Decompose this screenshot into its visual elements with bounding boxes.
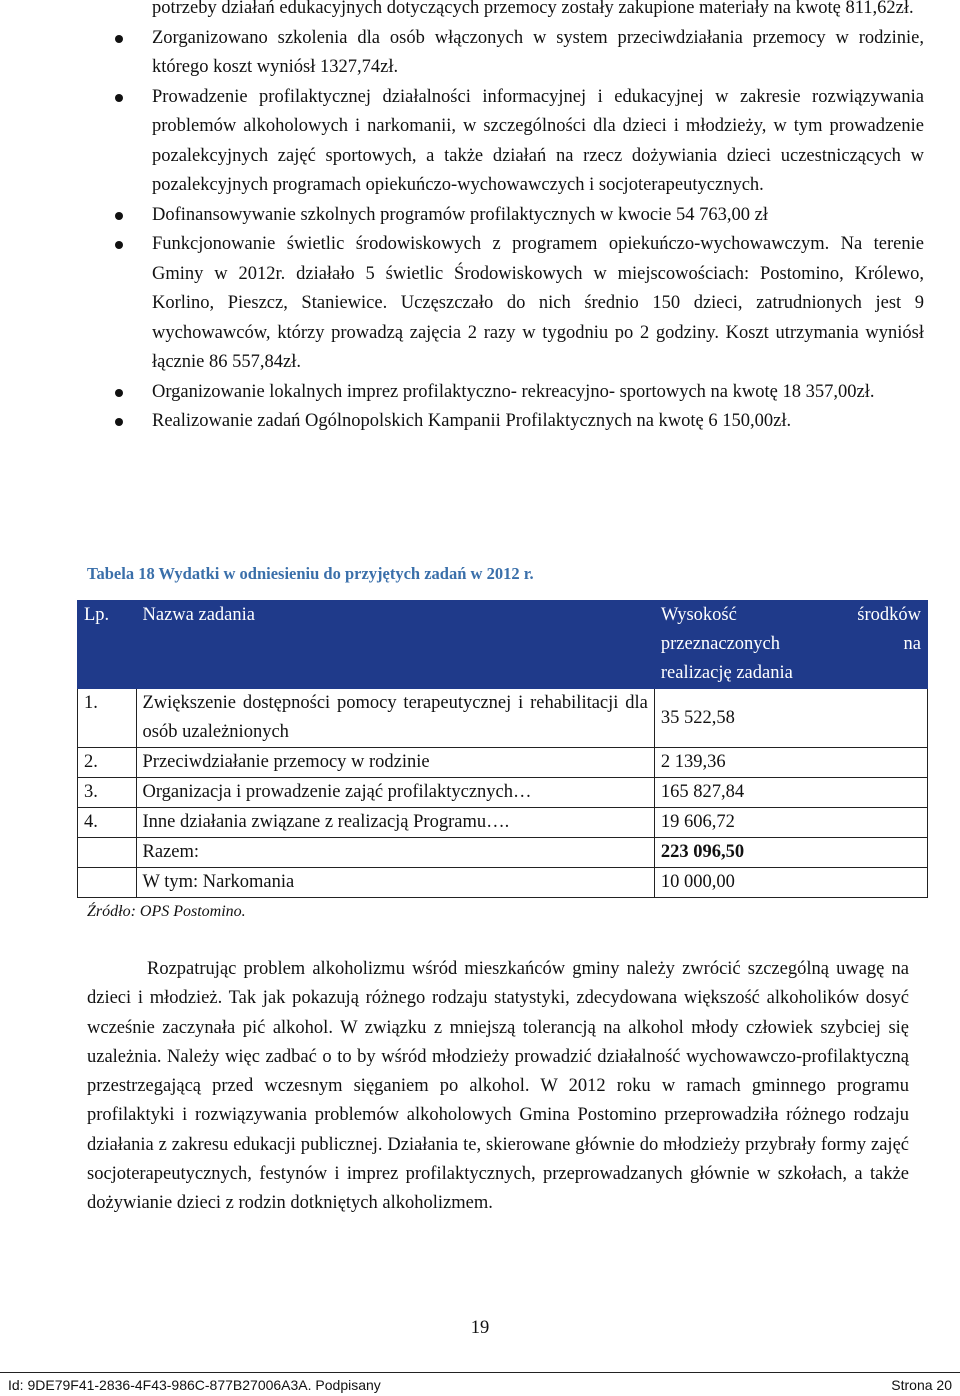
table-total-row — [78, 838, 928, 868]
bullet-item: Prowadzenie profilaktycznej działalności informacyjnej i edukacyjnej w zakresie rozwiązywania problemów alkoholowych i narkomanii, w szczególności dla dzieci i młodzieży, w tym prowadzenie pozalekcyjnych zajęć sportowych, a także działań na rzecz dożywiania dzieci uczestniczących w pozalekcyjnych programach opiekuńczo-wychowawczych i socjoterapeutycznych. — [112, 83, 924, 201]
bullet-icon — [115, 241, 123, 249]
cell-name: Organizacja i prowadzenie zająć profilaktycznych… — [136, 778, 654, 808]
header-amount: Wysokość środków przeznaczonych na realizację zadania — [654, 601, 927, 689]
cell-name: Przeciwdziałanie przemocy w rodzinie — [136, 748, 654, 778]
table-header-row — [78, 601, 928, 689]
bullet-icon — [115, 35, 123, 43]
total-amount: 223 096,50 — [654, 838, 927, 868]
header-lp: Lp. — [78, 601, 137, 689]
sub-label: W tym: Narkomania — [136, 868, 654, 898]
bullet-item: Dofinansowywanie szkolnych programów profilaktycznych w kwocie 54 763,00 zł — [112, 201, 924, 231]
bullet-continuation: potrzeby działań edukacyjnych dotyczących przemocy zostały zakupione materiały na kwotę 811,62zł. — [152, 0, 914, 18]
cell-lp: 3. — [78, 778, 137, 808]
footer-divider — [0, 1372, 960, 1373]
table-row — [78, 808, 928, 838]
bullet-item: Zorganizowano szkolenia dla osób włączonych w system przeciwdziałania przemocy w rodzinie, którego koszt wyniósł 1327,74zł. — [112, 24, 924, 83]
cell-amount: 2 139,36 — [654, 748, 927, 778]
header-name: Nazwa zadania — [136, 601, 654, 689]
cell-amount: 35 522,58 — [654, 689, 927, 748]
table-sub-row — [78, 868, 928, 898]
table-source: Źródło: OPS Postomino. — [87, 903, 246, 920]
bullet-item: Organizowanie lokalnych imprez profilaktyczno- rekreacyjno- sportowych na kwotę 18 357,00zł. — [112, 378, 924, 408]
total-label: Razem: — [136, 838, 654, 868]
table-row — [78, 778, 928, 808]
bullet-icon — [115, 389, 123, 397]
footer — [8, 1377, 952, 1393]
cell-name: Inne działania związane z realizacją Programu…. — [136, 808, 654, 838]
bullet-item: Realizowanie zadań Ogólnopolskich Kampanii Profilaktycznych na kwotę 6 150,00zł. — [112, 407, 924, 437]
table-caption: Tabela 18 Wydatki w odniesieniu do przyjętych zadań w 2012 r. — [87, 564, 534, 583]
cell-lp: 4. — [78, 808, 137, 838]
table-row — [78, 689, 928, 748]
cell-name: Zwiększenie dostępności pomocy terapeutycznej i rehabilitacji dla osób uzależnionych — [136, 689, 654, 748]
cell-lp — [78, 838, 137, 868]
bullet-icon — [115, 212, 123, 220]
body-paragraph: Rozpatrując problem alkoholizmu wśród mieszkańców gminy należy zwrócić szczególną uwagę na dzieci i młodzież. Tak jak pokazują różnego rodzaju statystyki, zdecydowana większość alkoholików dosyć wcześnie zaczynała pić alkohol. W związku z mniejszą tolerancją na alkohol młody człowiek szybciej się uzależnia. Należy więc zadbać o to by wśród młodzieży prowadzić działalność wychowawczo-profilaktyczną przestrzegającą przed wczesnym sięganiem po alkohol. W 2012 roku w ramach gminnego programu profilaktyki i rozwiązywania problemów alkoholowych Gmina Postomino przeprowadziła różnego rodzaju działania z zakresu edukacji publicznej. Działania te, skierowane głównie do młodzieży przybrały formy zajęć socjoterapeutycznych, festynów i imprez profilaktycznych, przeprowadzanych głównie w szkołach, a także dożywianie dzieci z rodzin dotkniętych alkoholizmem. — [87, 959, 909, 1214]
footer-id: Id: 9DE79F41-2836-4F43-986C-877B27006A3A. Podpisany — [8, 1377, 381, 1393]
page-number: 19 — [470, 1318, 490, 1338]
cell-lp: 2. — [78, 748, 137, 778]
bullet-icon — [115, 418, 123, 426]
footer-page: Strona 20 — [891, 1377, 952, 1393]
cell-amount: 165 827,84 — [654, 778, 927, 808]
table-row — [78, 748, 928, 778]
sub-amount: 10 000,00 — [654, 868, 927, 898]
bullet-item: Funkcjonowanie świetlic środowiskowych z programem opiekuńczo-wychowawczym. Na terenie Gminy w 2012r. działało 5 świetlic Środowiskowych w miejscowościach: Postomino, Królewo, Korlino, Pieszcz, Staniewice. Uczęszczało do nich średnio 150 dzieci, zatrudnionych jest 9 wychowawców, którzy prowadzą zajęcia 2 razy w tygodniu po 2 godziny. Koszt utrzymania wyniósł łącznie 86 557,84zł. — [112, 230, 924, 378]
cell-amount: 19 606,72 — [654, 808, 927, 838]
bullet-icon — [115, 94, 123, 102]
bullet-list — [112, 0, 924, 437]
cell-lp: 1. — [78, 689, 137, 748]
cell-lp — [78, 868, 137, 898]
expenses-table — [77, 600, 928, 898]
